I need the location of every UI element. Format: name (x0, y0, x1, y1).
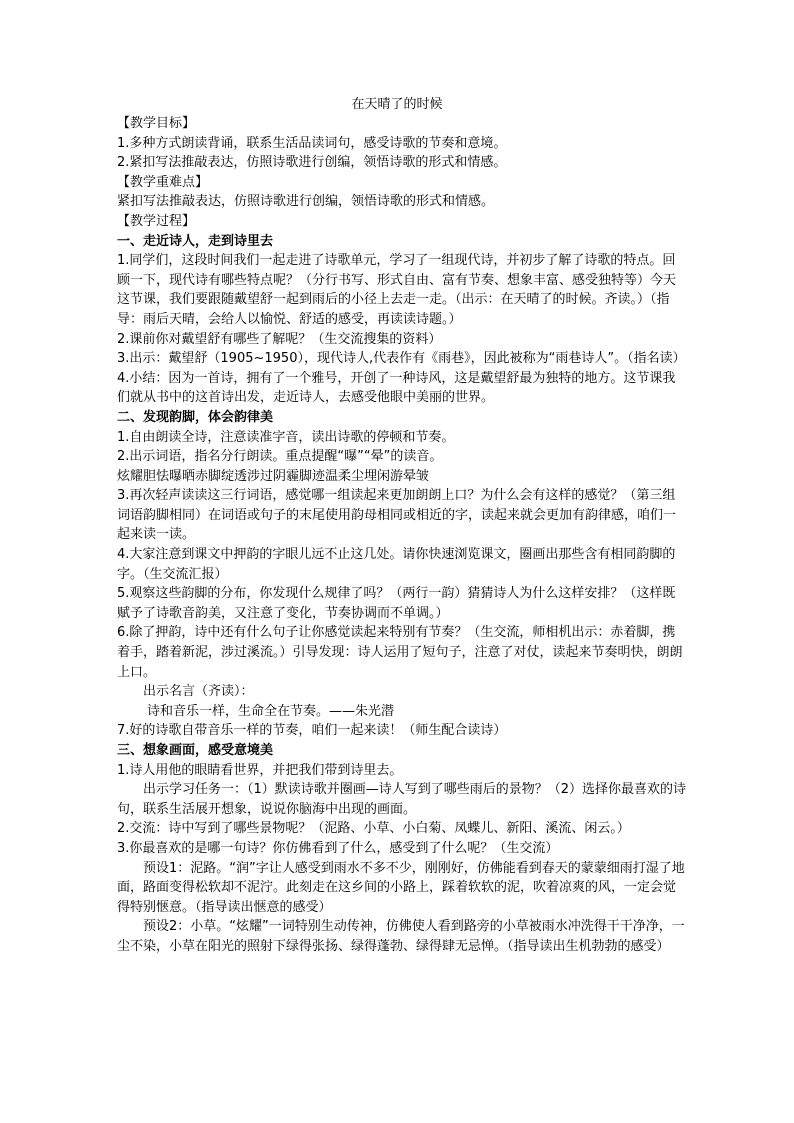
body-paragraph: 4.大家注意到课文中押韵的字眼儿远不止这几处。请你快速浏览课文，圈画出那些含有相同韵脚的字。（生交流汇报） (117, 547, 676, 582)
body-paragraph: 1.多种方式朗读背诵，联系生活品读词句，感受诗歌的节奏和意境。 (117, 135, 507, 151)
body-paragraph: 1.诗人用他的眼睛看世界，并把我们带到诗里去。 (117, 762, 403, 778)
body-paragraph: 紧扣写法推敲表达，仿照诗歌进行创编，领悟诗歌的形式和情感。 (117, 194, 495, 210)
body-paragraph: 4.小结：因为一首诗，拥有了一个雅号，开创了一种诗风，这是戴望舒最为独特的地方。这节课我们就从书中的这首诗出发，走近诗人，去感受他眼中美丽的世界。 (117, 370, 676, 406)
body-paragraph: 1.自由朗读全诗，注意读准字音，读出诗歌的停顿和节奏。 (117, 429, 455, 445)
body-paragraph: 【教学重难点】 (117, 174, 209, 190)
body-paragraph: 2.紧扣写法推敲表达，仿照诗歌进行创编，领悟诗歌的形式和情感。 (117, 155, 507, 171)
section-heading: 一、走近诗人，走到诗里去 (117, 233, 274, 249)
section-heading: 二、发现韵脚，体会韵律美 (117, 409, 274, 425)
section-heading: 三、想象画面，感受意境美 (117, 743, 274, 758)
body-paragraph: 3.你最喜欢的是哪一句诗？你仿佛看到了什么，感受到了什么呢？（生交流） (117, 840, 559, 856)
body-paragraph: 诗和音乐一样，生命全在节奏。——朱光潜 (147, 703, 395, 719)
body-paragraph: 预设1：泥路。“润”字让人感受到雨水不多不少，刚刚好，仿佛能看到春天的蒙蒙细雨打湿了地面，路面变得松软却不泥泞。此刻走在这乡间的小路上，踩着软软的泥，吹着凉爽的风，一定会觉得特别惬意。（指导读出惬意的感受） (117, 860, 685, 915)
body-paragraph: 3.出示：戴望舒（1905~1950），现代诗人,代表作有《雨巷》，因此被称为“雨巷诗人”。（指名读） (117, 351, 686, 367)
body-paragraph: 炫耀胆怯曝晒赤脚绽透涉过阴霾脚迹温柔尘埋闲游晕皱 (117, 468, 430, 484)
body-paragraph: 7.好的诗歌自带音乐一样的节奏，咱们一起来读！（师生配合读诗） (117, 723, 507, 739)
body-paragraph: 预设2：小草。“炫耀”一词特别生动传神，仿佛使人看到路旁的小草被雨水冲洗得干干净净，一尘不染，小草在阳光的照射下绿得张扬、绿得蓬勃、绿得肆无忌惮。（指导读出生机勃勃的感受） (117, 919, 685, 954)
body-paragraph: 【教学目标】 (117, 116, 196, 131)
body-paragraph: 2.出示词语，指名分行朗读。重点提醒“曝”“晕”的读音。 (117, 449, 443, 465)
body-paragraph: 【教学过程】 (117, 213, 196, 229)
body-paragraph: 2.交流：诗中写到了哪些景物呢？（泥路、小草、小白菊、凤蝶儿、新阳、溪流、闲云。） (117, 821, 630, 837)
document-body (117, 114, 687, 957)
body-paragraph: 出示名言（齐读）： (143, 684, 254, 700)
body-paragraph: 1.同学们，这段时间我们一起走进了诗歌单元，学习了一组现代诗，并初步了解了诗歌的特点。回顾一下，现代诗有哪些特点呢？（分行书写、形式自由、富有节奏、想象丰富、感受独特等）今天这节课，我们要跟随戴望舒一起到雨后的小径上去走一走。（出示：在天晴了的时候。齐读。）（指导：雨后天晴，会给人以愉悦、舒适的感受，再读读诗题。） (117, 253, 677, 327)
page-title: 在天晴了的时候 (351, 97, 443, 112)
body-paragraph: 6.除了押韵，诗中还有什么句子让你感觉读起来特别有节奏？（生交流，师相机出示：赤着脚，携着手，踏着新泥，涉过溪流。）引导发现：诗人运用了短句子，注意了对仗，读起来节奏明快，朗朗上口。 (117, 625, 683, 680)
body-paragraph: 5.观察这些韵脚的分布，你发现什么规律了吗？（两行一韵）猜猜诗人为什么这样安排？（这样既赋予了诗歌音韵美，又注意了变化，节奏协调而不单调。） (117, 586, 676, 621)
body-paragraph: 2.课前你对戴望舒有哪些了解呢？（生交流搜集的资料） (117, 331, 442, 347)
body-paragraph: 出示学习任务一：（1）默读诗歌并圈画—诗人写到了哪些雨后的景物？（2）选择你最喜欢的诗句，联系生活展开想象，说说你脑海中出现的画面。 (117, 782, 687, 817)
body-paragraph: 3.再次轻声读读这三行词语，感觉哪一组读起来更加朗朗上口？为什么会有这样的感觉？（第三组词语韵脚相同）在词语或句子的末尾使用韵母相同或相近的字，读起来就会更加有韵律感，咱们一起来读一读。 (117, 488, 677, 543)
